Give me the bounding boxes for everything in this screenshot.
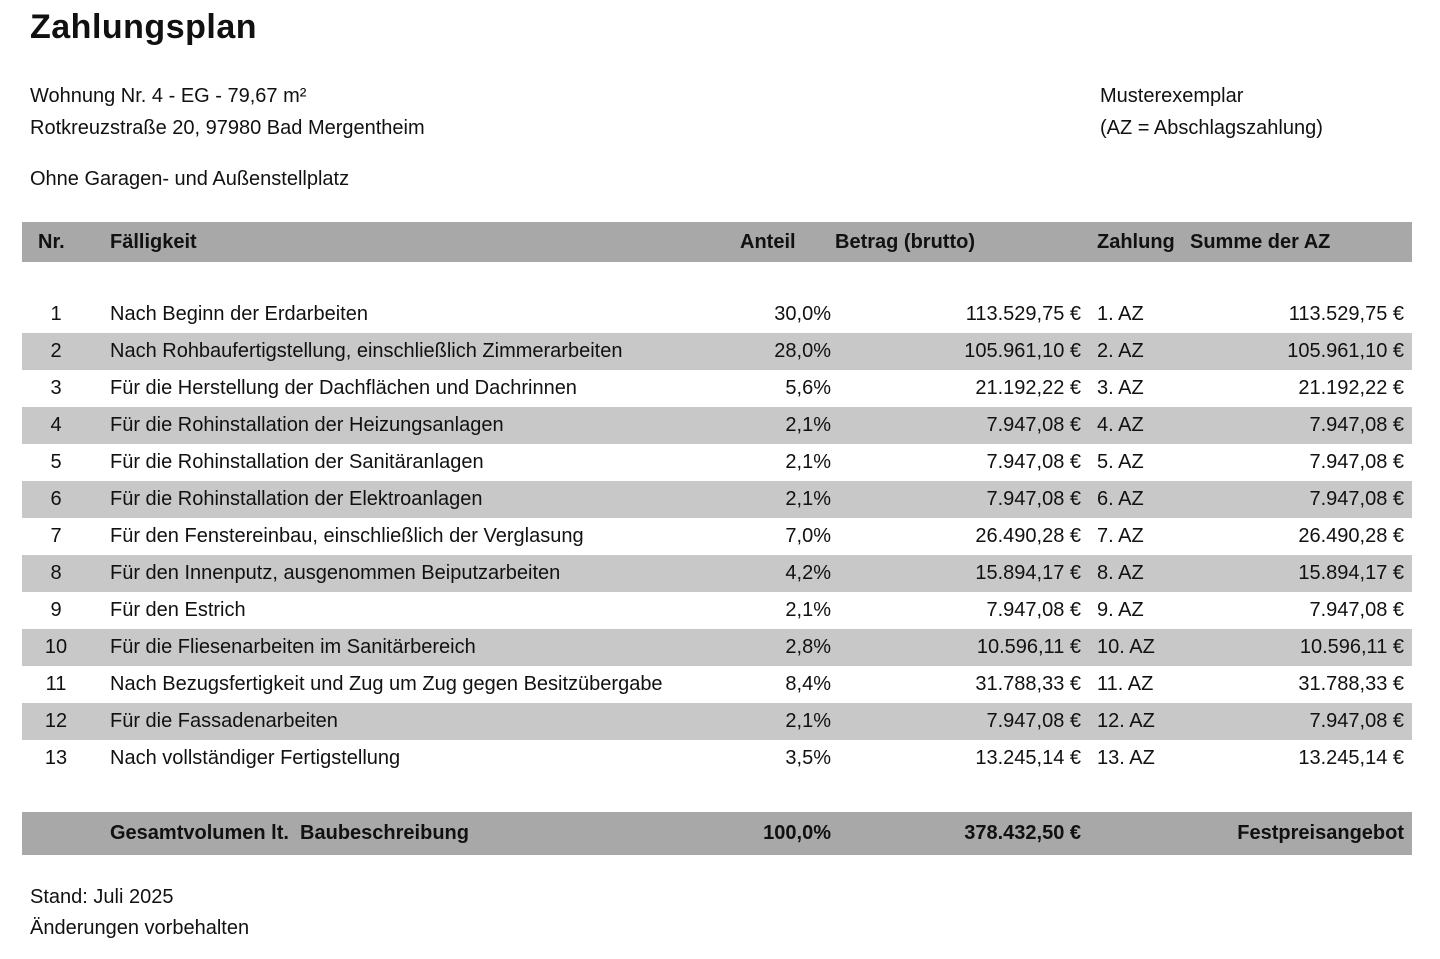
table-row <box>22 370 1412 407</box>
cell-faelligkeit: Für die Herstellung der Dachflächen und Dachrinnen <box>110 377 577 399</box>
cell-betrag: 13.245,14 € <box>975 747 1081 769</box>
page-title: Zahlungsplan <box>30 8 257 46</box>
cell-nr: 11 <box>45 673 67 695</box>
cell-faelligkeit: Nach Rohbaufertigstellung, einschließlich Zimmerarbeiten <box>110 340 623 362</box>
cell-faelligkeit: Nach Beginn der Erdarbeiten <box>110 303 368 325</box>
cell-zahlung: 9. AZ <box>1097 599 1144 621</box>
cell-summe: 7.947,08 € <box>1309 488 1404 510</box>
cell-faelligkeit: Für die Rohinstallation der Sanitäranlagen <box>110 451 484 473</box>
cell-zahlung: 3. AZ <box>1097 377 1144 399</box>
table-total-row <box>22 812 1412 855</box>
table-row <box>22 592 1412 629</box>
cell-anteil: 2,1% <box>785 710 831 732</box>
cell-betrag: 26.490,28 € <box>975 525 1081 547</box>
table-row <box>22 666 1412 703</box>
cell-faelligkeit: Für die Rohinstallation der Heizungsanlagen <box>110 414 504 436</box>
table-row <box>22 555 1412 592</box>
sample-note-line: Musterexemplar <box>1100 85 1244 107</box>
cell-anteil: 2,1% <box>785 451 831 473</box>
cell-betrag: 7.947,08 € <box>986 599 1081 621</box>
cell-nr: 3 <box>50 377 62 399</box>
cell-anteil: 28,0% <box>774 340 831 362</box>
cell-betrag: 7.947,08 € <box>986 414 1081 436</box>
table-header-row <box>22 222 1412 262</box>
cell-faelligkeit: Für den Estrich <box>110 599 246 621</box>
cell-betrag: 113.529,75 € <box>965 303 1081 325</box>
total-cell-nr <box>22 812 90 855</box>
header-summe: Summe der AZ <box>1190 230 1331 253</box>
cell-nr: 5 <box>50 451 62 473</box>
footer-date-line: Stand: Juli 2025 <box>30 886 174 908</box>
cell-nr: 12 <box>44 710 68 732</box>
cell-anteil: 5,6% <box>785 377 831 399</box>
page-footer <box>30 882 249 944</box>
table-row <box>22 407 1412 444</box>
header-nr: Nr. <box>38 230 65 253</box>
cell-faelligkeit: Nach Bezugsfertigkeit und Zug um Zug gegen Besitzübergabe <box>110 673 663 695</box>
cell-summe: 7.947,08 € <box>1309 710 1404 732</box>
cell-zahlung: 7. AZ <box>1097 525 1144 547</box>
cell-anteil: 4,2% <box>785 562 831 584</box>
cell-zahlung: 4. AZ <box>1097 414 1144 436</box>
cell-faelligkeit: Für den Fenstereinbau, einschließlich der Verglasung <box>110 525 584 547</box>
cell-betrag: 7.947,08 € <box>986 710 1081 732</box>
cell-nr: 8 <box>50 562 62 584</box>
property-info <box>30 80 425 144</box>
table-row <box>22 740 1412 777</box>
cell-anteil: 7,0% <box>785 525 831 547</box>
cell-summe: 31.788,33 € <box>1298 673 1404 695</box>
cell-faelligkeit: Für den Innenputz, ausgenommen Beiputzarbeiten <box>110 562 561 584</box>
cell-nr: 10 <box>44 636 68 658</box>
cell-faelligkeit: Für die Fliesenarbeiten im Sanitärbereich <box>110 636 476 658</box>
cell-betrag: 31.788,33 € <box>975 673 1081 695</box>
cell-anteil: 2,8% <box>785 636 831 658</box>
cell-summe: 13.245,14 € <box>1298 747 1404 769</box>
footer-changes-line: Änderungen vorbehalten <box>30 917 250 939</box>
cell-faelligkeit: Für die Rohinstallation der Elektroanlagen <box>110 488 483 510</box>
table-body <box>22 296 1412 777</box>
table-row <box>22 703 1412 740</box>
table-spacer <box>22 262 1412 296</box>
cell-nr: 4 <box>50 414 62 436</box>
table-total-body <box>22 812 1412 855</box>
total-cell-anteil: 100,0% <box>763 822 831 844</box>
cell-summe: 26.490,28 € <box>1298 525 1404 547</box>
total-cell-festpreis: Festpreisangebot <box>1237 822 1404 844</box>
total-cell-label: Gesamtvolumen lt. Baubeschreibung <box>110 822 469 844</box>
cell-zahlung: 2. AZ <box>1097 340 1144 362</box>
header-faelligkeit: Fälligkeit <box>110 230 197 253</box>
table-row <box>22 518 1412 555</box>
cell-summe: 113.529,75 € <box>1288 303 1404 325</box>
table-spacer <box>22 777 1412 812</box>
cell-summe: 10.596,11 € <box>1299 636 1404 658</box>
table-row <box>22 629 1412 666</box>
cell-summe: 105.961,10 € <box>1287 340 1404 362</box>
header-anteil: Anteil <box>740 230 796 253</box>
cell-summe: 7.947,08 € <box>1309 599 1404 621</box>
cell-nr: 7 <box>50 525 62 547</box>
cell-zahlung: 10. AZ <box>1097 636 1155 658</box>
cell-zahlung: 8. AZ <box>1097 562 1144 584</box>
table-row <box>22 333 1412 370</box>
cell-betrag: 10.596,11 € <box>976 636 1081 658</box>
cell-anteil: 2,1% <box>785 414 831 436</box>
cell-summe: 15.894,17 € <box>1298 562 1404 584</box>
cell-nr: 1 <box>50 303 62 325</box>
header-zahlung: Zahlung <box>1097 230 1175 253</box>
cell-anteil: 8,4% <box>785 673 831 695</box>
cell-zahlung: 6. AZ <box>1097 488 1144 510</box>
cell-zahlung: 13. AZ <box>1097 747 1155 769</box>
cell-anteil: 2,1% <box>785 488 831 510</box>
table-row <box>22 296 1412 333</box>
total-cell-betrag: 378.432,50 € <box>964 822 1081 844</box>
cell-faelligkeit: Nach vollständiger Fertigstellung <box>110 747 401 769</box>
cell-faelligkeit: Für die Fassadenarbeiten <box>110 710 338 732</box>
payment-plan-table <box>22 222 1412 855</box>
cell-betrag: 105.961,10 € <box>964 340 1081 362</box>
cell-nr: 9 <box>50 599 62 621</box>
sample-note <box>1100 80 1323 144</box>
property-unit-line: Wohnung Nr. 4 - EG - 79,67 m² <box>30 85 307 107</box>
cell-betrag: 15.894,17 € <box>975 562 1081 584</box>
cell-nr: 2 <box>50 340 62 362</box>
property-address-line: Rotkreuzstraße 20, 97980 Bad Mergentheim <box>30 117 425 139</box>
cell-betrag: 7.947,08 € <box>986 451 1081 473</box>
cell-betrag: 21.192,22 € <box>975 377 1081 399</box>
cell-anteil: 2,1% <box>785 599 831 621</box>
cell-anteil: 30,0% <box>774 303 831 325</box>
cell-anteil: 3,5% <box>785 747 831 769</box>
cell-betrag: 7.947,08 € <box>986 488 1081 510</box>
cell-zahlung: 11. AZ <box>1097 673 1154 695</box>
table-row <box>22 481 1412 518</box>
az-abbreviation-note: (AZ = Abschlagszahlung) <box>1100 117 1323 139</box>
cell-nr: 6 <box>50 488 62 510</box>
cell-summe: 21.192,22 € <box>1298 377 1404 399</box>
table-row <box>22 444 1412 481</box>
exclusion-note: Ohne Garagen- und Außenstellplatz <box>30 168 350 190</box>
cell-nr: 13 <box>44 747 68 769</box>
cell-summe: 7.947,08 € <box>1309 414 1404 436</box>
cell-summe: 7.947,08 € <box>1309 451 1404 473</box>
cell-zahlung: 12. AZ <box>1097 710 1155 732</box>
cell-zahlung: 1. AZ <box>1097 303 1144 325</box>
header-betrag: Betrag (brutto) <box>835 230 975 253</box>
cell-zahlung: 5. AZ <box>1097 451 1144 473</box>
total-cell-zahlung <box>1085 812 1190 855</box>
